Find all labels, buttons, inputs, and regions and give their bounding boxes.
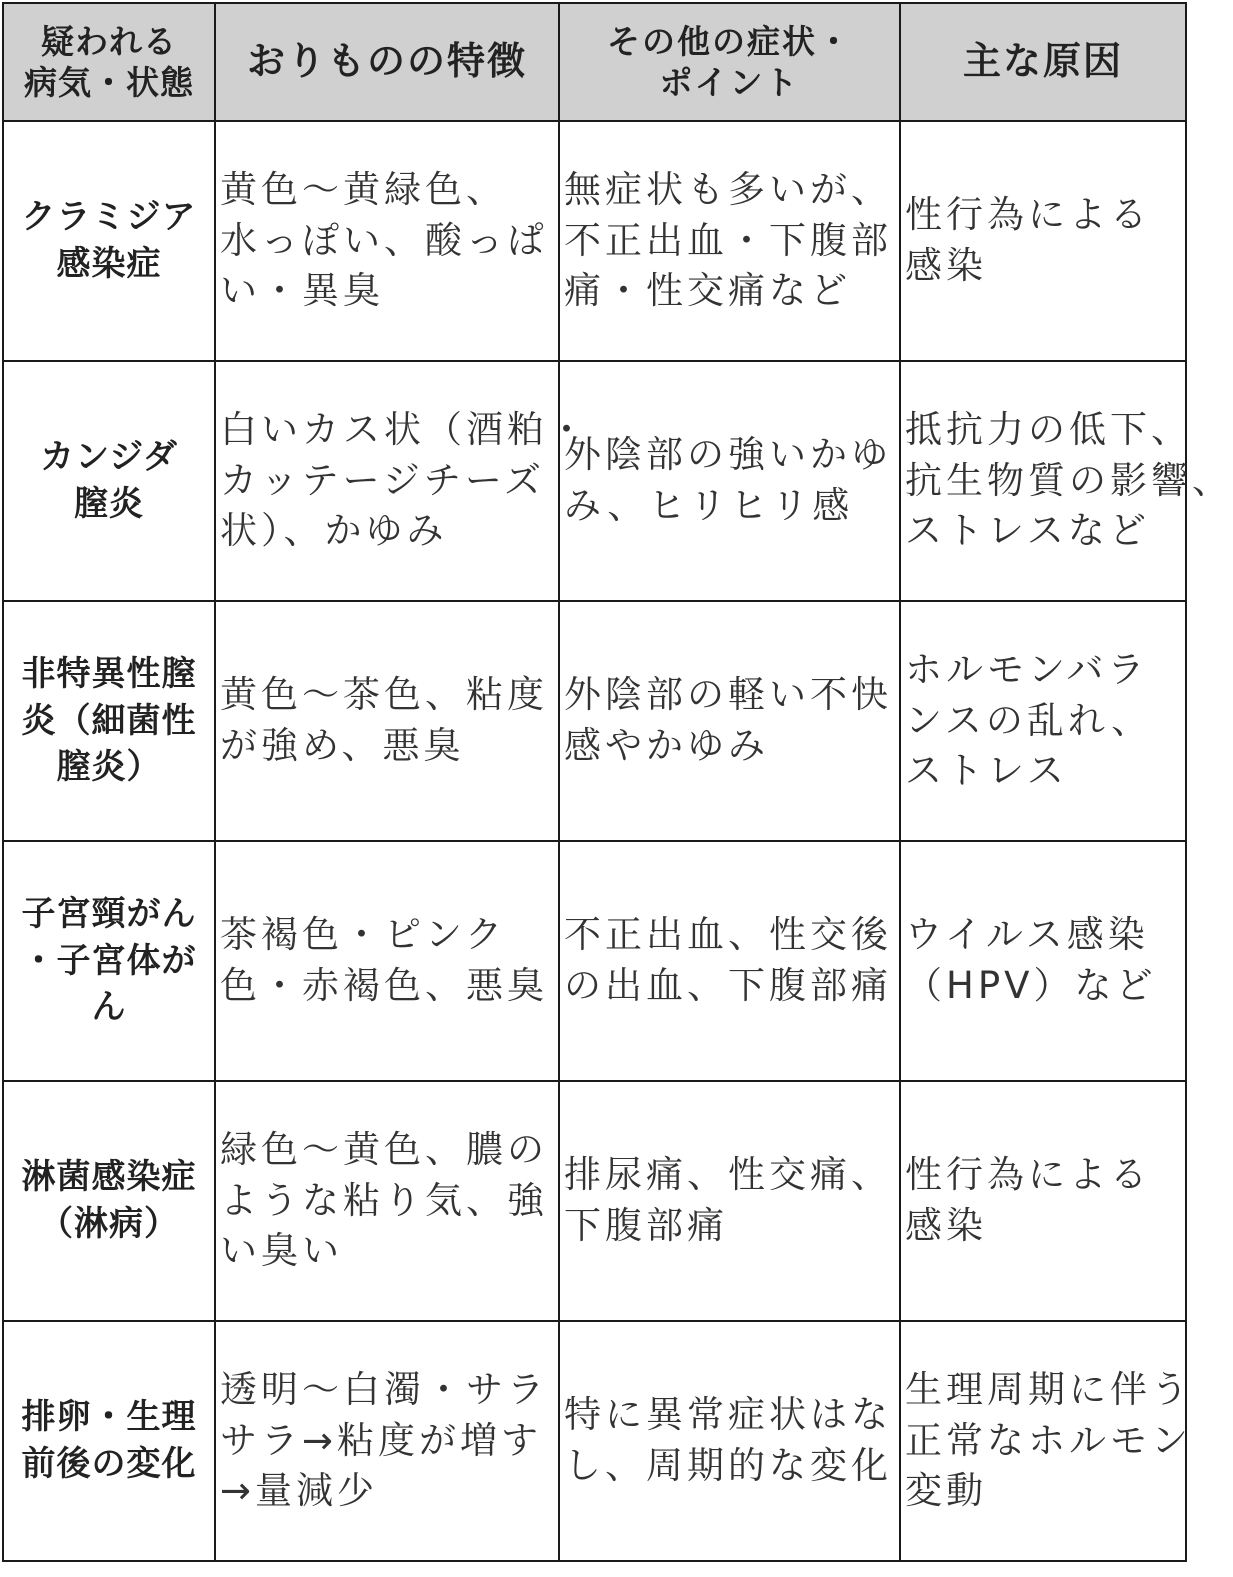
cell-text-line: （淋病） [39, 1204, 179, 1244]
other-symptom-cell [559, 1081, 900, 1321]
cell-text-line: 感染症 [56, 244, 162, 284]
cell-text-line: 排卵・生理 [21, 1397, 197, 1438]
discharge-symptom-table [2, 2, 1233, 1562]
cell-text-line: 不正出血、性交後 [564, 913, 892, 957]
cell-text-line: 透明〜白濁・サラ [220, 1367, 548, 1411]
cell-text-line: し、周期的な変化 [564, 1444, 892, 1487]
cell-text-line: 淋菌感染症 [21, 1157, 197, 1198]
cell-text-line: の出血、下腹部痛 [564, 964, 892, 1007]
cell-text-line: 外陰部の強いかゆ [564, 433, 892, 477]
cell-text-line: 非特異性膣 [21, 653, 197, 694]
cell-text-line: （HPV）など [905, 964, 1157, 1007]
cell-text-line: 下腹部痛 [564, 1204, 728, 1247]
cell-text-line: 外陰部の軽い不快 [564, 673, 892, 717]
cell-text-line: サラ→粘度が増す [220, 1418, 543, 1462]
other-symptom-cell [559, 121, 900, 361]
header-line: おりものの特徴 [246, 39, 527, 84]
other-symptom-cell [559, 601, 900, 841]
main-cause-cell [900, 601, 1186, 841]
main-cause-cell [900, 121, 1186, 361]
cell-text-line: 排尿痛、性交痛、 [564, 1153, 892, 1197]
main-cause-cell [900, 1081, 1186, 1321]
header-suspected-condition [3, 3, 215, 121]
condition-name-cell [3, 841, 215, 1081]
cell-text-line: ンスの乱れ、 [905, 698, 1153, 742]
main-cause-cell [900, 361, 1233, 601]
header-line: その他の症状・ [607, 21, 852, 61]
condition-name-cell [3, 121, 215, 361]
cell-text-line: 無症状も多いが、 [564, 167, 892, 211]
main-cause-cell [900, 841, 1186, 1081]
cell-text-line: 正常なホルモン [905, 1418, 1192, 1462]
cell-text-line: 痛・性交痛など [564, 269, 851, 313]
cell-text-line: 性行為による [905, 1153, 1151, 1197]
cell-text-line: カンジダ [40, 437, 178, 478]
table-row [3, 361, 1186, 601]
discharge-feature-cell [215, 121, 559, 361]
table-row [3, 601, 1186, 841]
cell-text-line: 白いカス状（酒粕・ [220, 407, 589, 451]
table-body [3, 121, 1233, 1561]
discharge-feature-cell [215, 841, 559, 1081]
cell-text-line: 子宮頸がん [21, 893, 197, 934]
cell-text-line: 水っぽい、酸っぱ [220, 218, 548, 262]
cell-text-line: い臭い [220, 1229, 343, 1273]
cell-text-line: 特に異常症状はな [564, 1393, 892, 1437]
cell-text-line: 状）、かゆみ [220, 509, 448, 553]
cell-text-line: 炎（細菌性 [21, 700, 197, 741]
condition-name-cell [3, 361, 215, 601]
other-symptom-cell [559, 841, 900, 1081]
symptom-table-container [0, 2, 1233, 1577]
cell-text-line: ウイルス感染 [905, 913, 1149, 957]
cell-text-line: 前後の変化 [21, 1444, 197, 1484]
cell-text-line: ホルモンバラ [905, 647, 1149, 691]
cell-text-line: 緑色〜黄色、膿の [220, 1127, 548, 1171]
cell-text-line: 抗生物質の影響、 [905, 458, 1233, 502]
condition-name-cell [3, 1081, 215, 1321]
cell-text-line: 不正出血・下腹部 [564, 218, 892, 262]
cell-text-line: 黄色〜黄緑色、 [220, 167, 507, 211]
cell-text-line: 茶褐色・ピンク [220, 913, 507, 957]
cell-text-line: 変動 [905, 1469, 987, 1513]
header-discharge-features [215, 3, 559, 121]
cell-text-line: 黄色〜茶色、粘度 [220, 673, 548, 717]
cell-text-line: ような粘り気、強 [220, 1178, 548, 1222]
cell-text-line: ストレス [905, 749, 1068, 793]
cell-text-line: み、ヒリヒリ感 [564, 484, 854, 527]
discharge-feature-cell [215, 1081, 559, 1321]
other-symptom-cell [559, 361, 900, 601]
header-line: 疑われる [41, 21, 177, 61]
cell-text-line: ん [91, 987, 127, 1028]
cell-text-line: →量減少 [220, 1469, 379, 1513]
table-row [3, 1321, 1186, 1561]
cell-text-line: 感染 [905, 1204, 987, 1247]
table-row [3, 841, 1186, 1081]
discharge-feature-cell [215, 361, 589, 601]
cell-text-line: ・子宮体が [21, 940, 197, 981]
cell-text-line: 膣炎 [74, 484, 144, 524]
cell-text-line: クラミジア [21, 197, 197, 238]
cell-text-line: 感やかゆみ [564, 724, 769, 767]
condition-name-cell [3, 601, 215, 841]
cell-text-line: 感染 [905, 244, 987, 287]
discharge-feature-cell [215, 1321, 559, 1561]
condition-name-cell [3, 1321, 215, 1561]
cell-text-line: 性行為による [905, 193, 1151, 237]
cell-text-line: ストレスなど [905, 509, 1150, 553]
cell-text-line: 色・赤褐色、悪臭 [220, 964, 548, 1007]
main-cause-cell [900, 1321, 1192, 1561]
header-line: 病気・状態 [24, 63, 194, 102]
table-row [3, 121, 1186, 361]
cell-text-line: 抵抗力の低下、 [905, 407, 1192, 451]
cell-text-line: 生理周期に伴う [905, 1367, 1192, 1411]
cell-text-line: カッテージチーズ [220, 458, 546, 502]
table-row [3, 1081, 1186, 1321]
cell-text-line: 膣炎） [56, 747, 162, 788]
header-line: ポイント [659, 63, 800, 102]
header-line: 主な原因 [962, 39, 1123, 84]
cell-text-line: い・異臭 [220, 269, 384, 313]
header-main-cause [900, 3, 1186, 121]
other-symptom-cell [559, 1321, 900, 1561]
discharge-feature-cell [215, 601, 559, 841]
cell-text-line: が強め、悪臭 [220, 724, 465, 767]
table-header-row [3, 3, 1186, 121]
header-other-symptoms [559, 3, 900, 121]
